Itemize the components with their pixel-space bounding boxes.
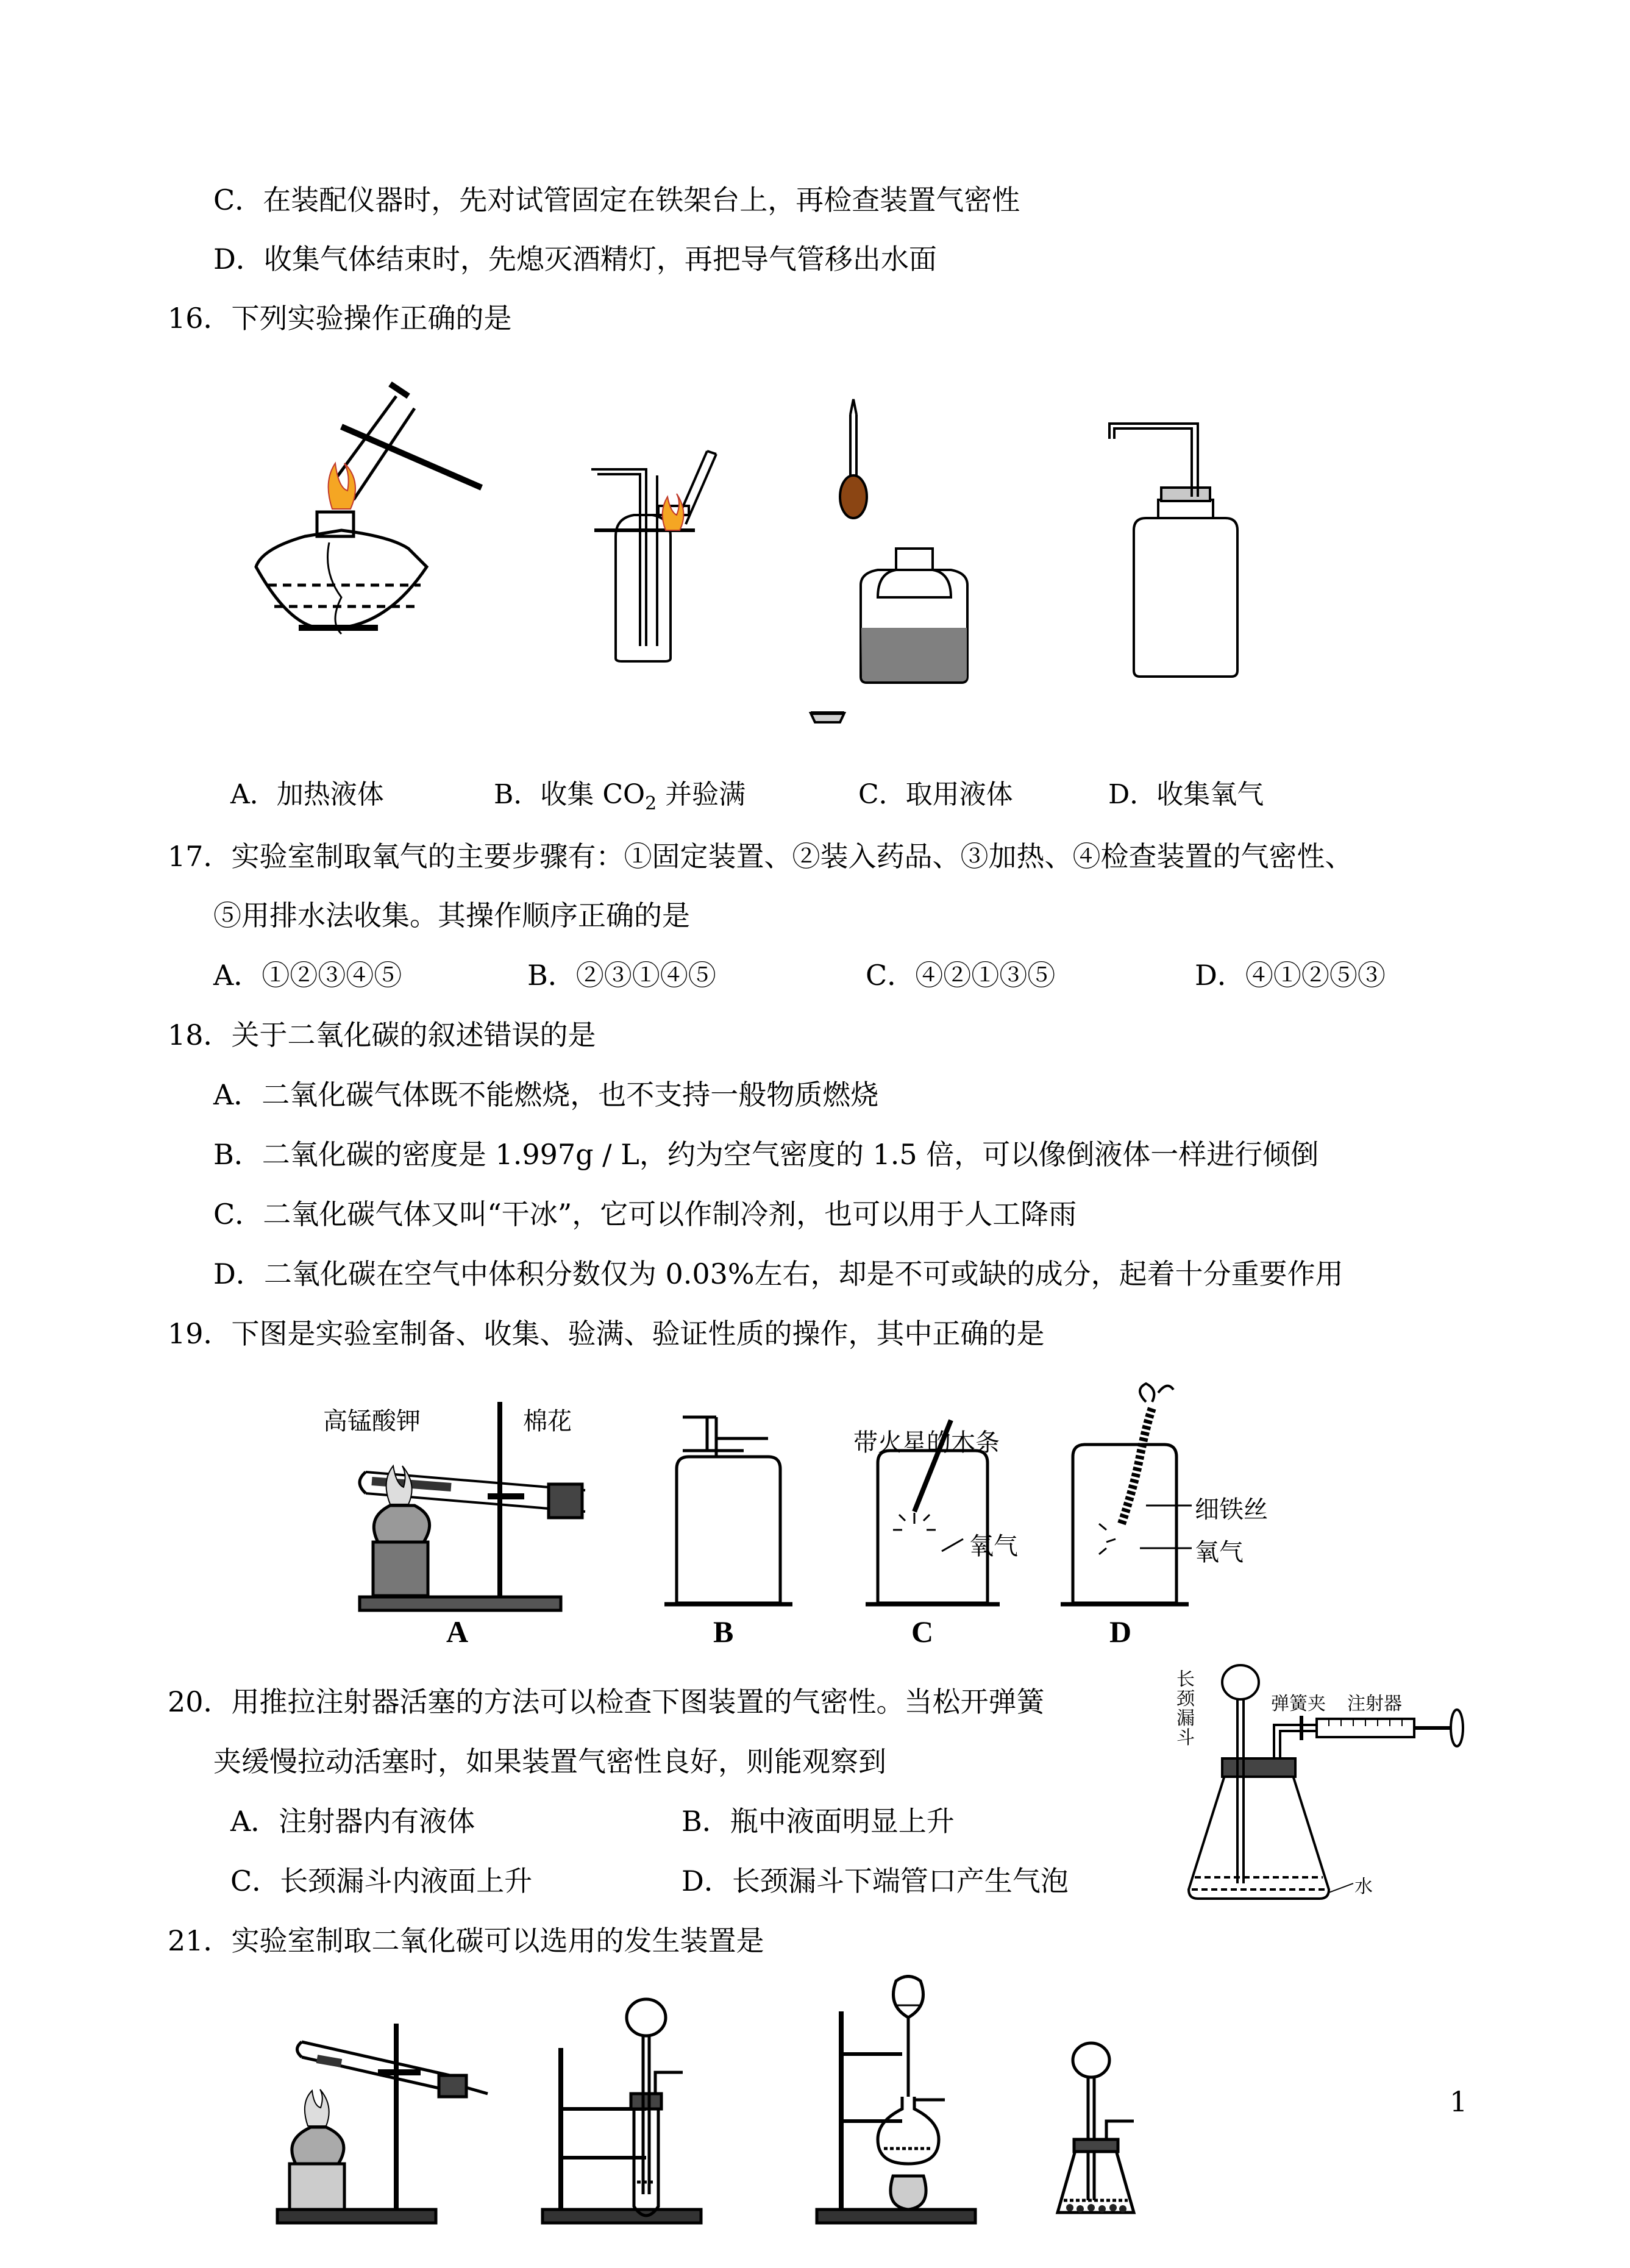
q17-option-b: B．②③①④⑤ <box>527 959 716 992</box>
q21-stem: 21．实验室制取二氧化碳可以选用的发生装置是 <box>168 1924 764 1957</box>
q16-fig-d-collect-oxygen <box>1109 424 1237 677</box>
q19-label-iron-wire: 细铁丝 <box>1195 1496 1268 1524</box>
q18-option-d: D．二氧化碳在空气中体积分数仅为 0.03%左右，却是不可或缺的成分，起着十分重要作用 <box>213 1257 1344 1290</box>
q17-stem-line2: ⑤用排水法收集。其操作顺序正确的是 <box>213 899 690 932</box>
q16-stem: 16．下列实验操作正确的是 <box>168 302 512 335</box>
q19-label-cotton: 棉花 <box>523 1407 572 1435</box>
q20-label-clamp: 弹簧夹 <box>1271 1693 1326 1715</box>
q18-stem: 18．关于二氧化碳的叙述错误的是 <box>168 1018 596 1051</box>
q19-label-oxygen-c: 氧气 <box>969 1532 1018 1560</box>
q21-fig-b-tube-funnel <box>543 1999 701 2223</box>
q20-label-funnel: 长颈漏斗 <box>1176 1669 1195 1749</box>
q20-label-water: 水 <box>1354 1876 1373 1897</box>
q19-label-oxygen-d: 氧气 <box>1195 1538 1244 1566</box>
q16-fig-a-heating-liquid <box>256 384 482 634</box>
q19-fig-d-iron-wire <box>1061 1384 1192 1604</box>
q16-option-d: D．收集氧气 <box>1108 779 1264 810</box>
q20-label-syringe: 注射器 <box>1347 1693 1402 1715</box>
q19-figures <box>0 1365 1630 1658</box>
q20-stem-line2: 夹缓慢拉动活塞时，如果装置气密性良好，则能观察到 <box>213 1745 886 1778</box>
q20-stem-line1: 20．用推拉注射器活塞的方法可以检查下图装置的气密性。当松开弹簧 <box>168 1685 1045 1718</box>
page-number: 1 <box>1450 2085 1468 2118</box>
q16-option-a: A．加热液体 <box>230 779 384 810</box>
q19-fig-b-bottle <box>664 1417 792 1604</box>
q18-option-a: A．二氧化碳气体既不能燃烧，也不支持一般物质燃烧 <box>213 1078 879 1111</box>
q21-figures <box>0 1975 1630 2243</box>
q19-label-splint: 带火星的木条 <box>853 1429 1000 1457</box>
q17-option-d: D．④①②⑤③ <box>1195 959 1386 992</box>
q19-letter-d: D <box>1109 1615 1132 1649</box>
q20-option-a: A．注射器内有液体 <box>230 1805 475 1838</box>
q16-option-b-text: B．收集 CO <box>494 779 646 810</box>
q15-option-c: C．在装配仪器时，先对试管固定在铁架台上，再检查装置气密性 <box>213 183 1020 216</box>
q18-option-c: C．二氧化碳气体又叫“干冰”，它可以作制冷剂，也可以用于人工降雨 <box>213 1198 1077 1231</box>
q17-stem-line1: 17．实验室制取氧气的主要步骤有：①固定装置、②装入药品、③加热、④检查装置的气密性、 <box>168 840 1353 873</box>
q21-fig-d-erlenmeyer <box>1058 2043 1134 2213</box>
q19-label-kmno4: 高锰酸钾 <box>323 1407 421 1435</box>
q20-option-c: C．长颈漏斗内液面上升 <box>230 1865 533 1897</box>
q19-letter-c: C <box>911 1615 934 1649</box>
q15-option-d: D．收集气体结束时，先熄灭酒精灯，再把导气管移出水面 <box>213 243 937 276</box>
q20-option-b: B．瓶中液面明显上升 <box>682 1805 955 1838</box>
q21-fig-c-flask-heating <box>817 1977 975 2224</box>
q16-fig-c-dropper <box>840 399 867 518</box>
q16-option-b-subscript: 2 <box>645 792 657 814</box>
q19-letter-b: B <box>713 1615 734 1649</box>
q20-figure-airtightness <box>1176 1658 1481 1914</box>
q17-option-a: A．①②③④⑤ <box>213 959 402 992</box>
q20-option-d: D．长颈漏斗下端管口产生气泡 <box>682 1865 1069 1897</box>
q18-option-b: B．二氧化碳的密度是 1.997g / L，约为空气密度的 1.5 倍，可以像倒液体一样进行倾倒 <box>213 1138 1319 1171</box>
q17-option-c: C．④②①③⑤ <box>866 959 1056 992</box>
q16-figures <box>0 366 1630 762</box>
q16-option-b <box>494 778 746 821</box>
q16-fig-b-co2-bottle <box>591 451 716 661</box>
q16-option-b-suffix: 并验满 <box>657 779 746 810</box>
q16-fig-c-reagent-bottle <box>811 549 967 722</box>
q19-stem: 19．下图是实验室制备、收集、验满、验证性质的操作，其中正确的是 <box>168 1317 1045 1350</box>
q19-letter-a: A <box>446 1615 469 1649</box>
q16-option-c: C．取用液体 <box>858 779 1013 810</box>
